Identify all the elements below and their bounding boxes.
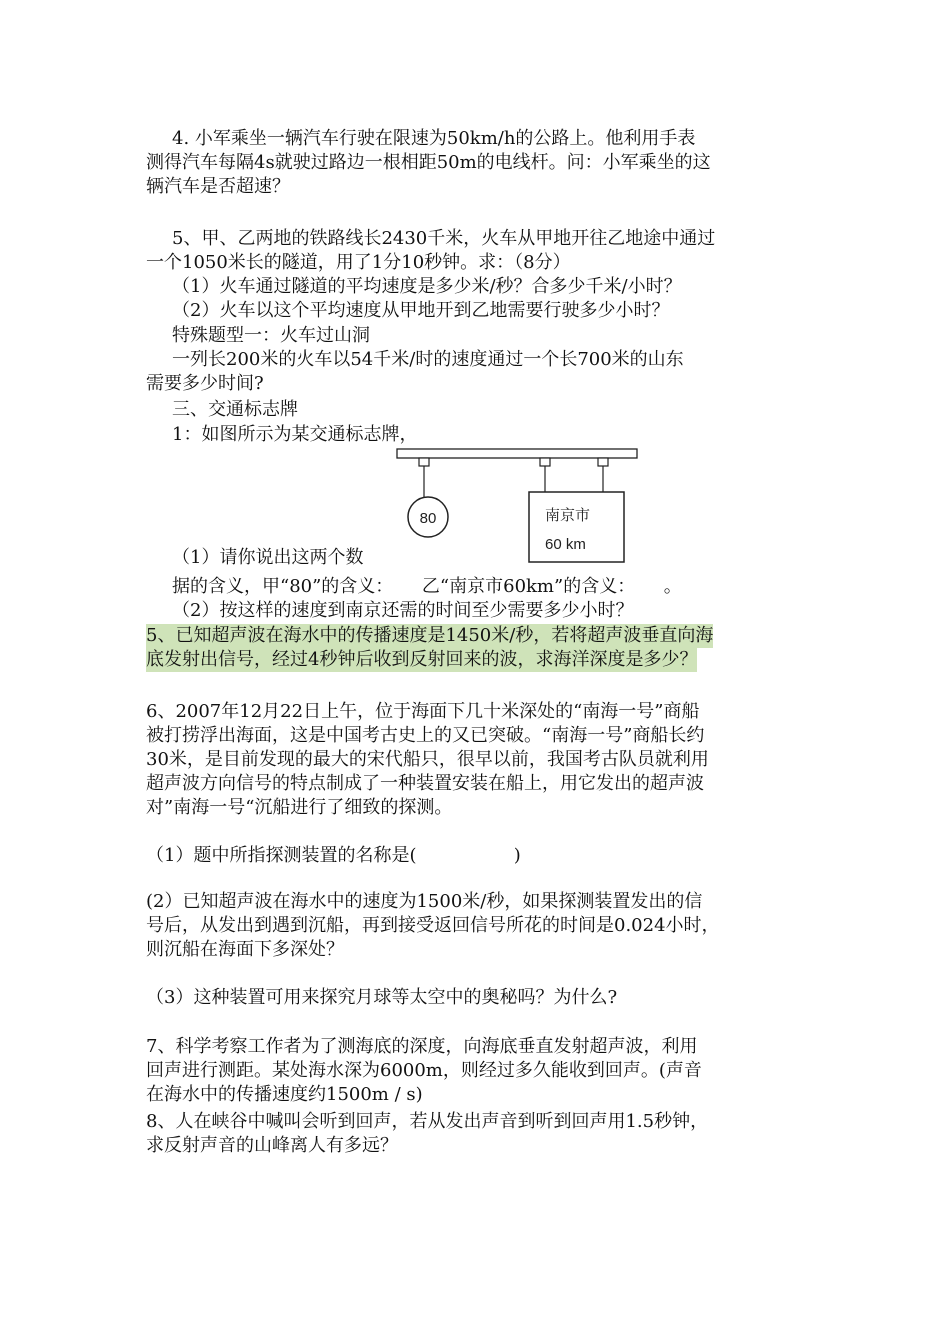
special-title: 特殊题型一：火车过山洞 bbox=[172, 325, 370, 346]
q4-line1: 4. 小军乘坐一辆汽车行驶在限速为50km/h的公路上。他利用手表 bbox=[172, 128, 696, 149]
q7-line1: 7、科学考察工作者为了测海底的深度，向海底垂直发射超声波，利用 bbox=[146, 1036, 698, 1057]
q5b-line1-highlighted: 5、已知超声波在海水中的传播速度是1450米/秒，若将超声波垂直向海 bbox=[146, 625, 714, 646]
q5-line1: 5、甲、乙两地的铁路线长2430千米，火车从甲地开往乙地途中通过 bbox=[172, 228, 716, 249]
q6-line2: 被打捞浮出海面，这是中国考古史上的又已突破。“南海一号”商船长约 bbox=[146, 725, 705, 746]
q6-sub3: （3）这种装置可用来探究月球等太空中的奥秘吗？为什么? bbox=[146, 987, 618, 1008]
sign-beam bbox=[397, 449, 637, 458]
distance-sign-km: 60 km bbox=[545, 536, 586, 553]
section3-sub1-cont: 据的含义，甲“80”的含义： 乙“南京市60km”的含义： 。 bbox=[172, 576, 682, 597]
q8-line2: 求反射声音的山峰离人有多远？ bbox=[146, 1135, 398, 1156]
section3-q1-intro: 1：如图所示为某交通标志牌， bbox=[172, 424, 418, 445]
q7-line3: 在海水中的传播速度约1500m / s) bbox=[146, 1084, 423, 1105]
q4-line2: 测得汽车每隔4s就驶过路边一根相距50m的电线杆。问：小军乘坐的这 bbox=[146, 152, 711, 173]
distance-sign-city: 南京市 bbox=[545, 506, 591, 524]
special-line2: 需要多少时间? bbox=[146, 373, 264, 394]
q4-line3: 辆汽车是否超速？ bbox=[146, 176, 290, 197]
traffic-sign-figure bbox=[395, 445, 640, 570]
sign-bracket bbox=[598, 458, 608, 466]
sign-bracket bbox=[540, 458, 550, 466]
q8-line1: 8、人在峡谷中喊叫会听到回声，若从发出声音到听到回声用1.5秒钟， bbox=[146, 1111, 709, 1132]
q6-sub2-line1: (2）已知超声波在海水中的速度为1500米/秒，如果探测装置发出的信 bbox=[146, 891, 703, 912]
q5b-line2-highlighted: 底发射出信号，经过4秒钟后收到反射回来的波，求海洋深度是多少？ bbox=[146, 649, 698, 670]
q5-line2: 一个1050米长的隧道，用了1分10秒钟。求：（8分） bbox=[146, 252, 571, 273]
q6-sub2-line2: 号后，从发出到遇到沉船，再到接受返回信号所花的时间是0.024小时， bbox=[146, 915, 720, 936]
special-line1: 一列长200米的火车以54千米/时的速度通过一个长700米的山东 bbox=[172, 349, 684, 370]
section3-title: 三、交通标志牌 bbox=[172, 399, 298, 420]
q6-line3: 30米，是目前发现的最大的宋代船只，很早以前，我国考古队员就利用 bbox=[146, 749, 709, 770]
q6-sub1: （1）题中所指探测装置的名称是( ) bbox=[146, 845, 521, 866]
speed-limit-value: 80 bbox=[419, 510, 437, 527]
q5-sub2: （2）火车以这个平均速度从甲地开到乙地需要行驶多少小时？ bbox=[172, 300, 670, 321]
q6-line4: 超声波方向信号的特点制成了一种装置安装在船上，用它发出的超声波 bbox=[146, 773, 704, 794]
q5-sub1: （1）火车通过隧道的平均速度是多少米/秒？合多少千米/小时？ bbox=[172, 276, 682, 297]
q6-line1: 6、2007年12月22日上午，位于海面下几十米深处的“南海一号”商船 bbox=[146, 701, 700, 722]
section3-sub1: （1）请你说出这两个数 bbox=[172, 547, 364, 568]
q7-line2: 回声进行测距。某处海水深为6000m，则经过多久能收到回声。(声音 bbox=[146, 1060, 702, 1081]
section3-sub2: （2）按这样的速度到南京还需的时间至少需要多少小时？ bbox=[172, 600, 634, 621]
q6-line5: 对”南海一号“沉船进行了细致的探测。 bbox=[146, 797, 453, 818]
sign-bracket bbox=[419, 458, 429, 466]
q6-sub2-line3: 则沉船在海面下多深处？ bbox=[146, 939, 344, 960]
